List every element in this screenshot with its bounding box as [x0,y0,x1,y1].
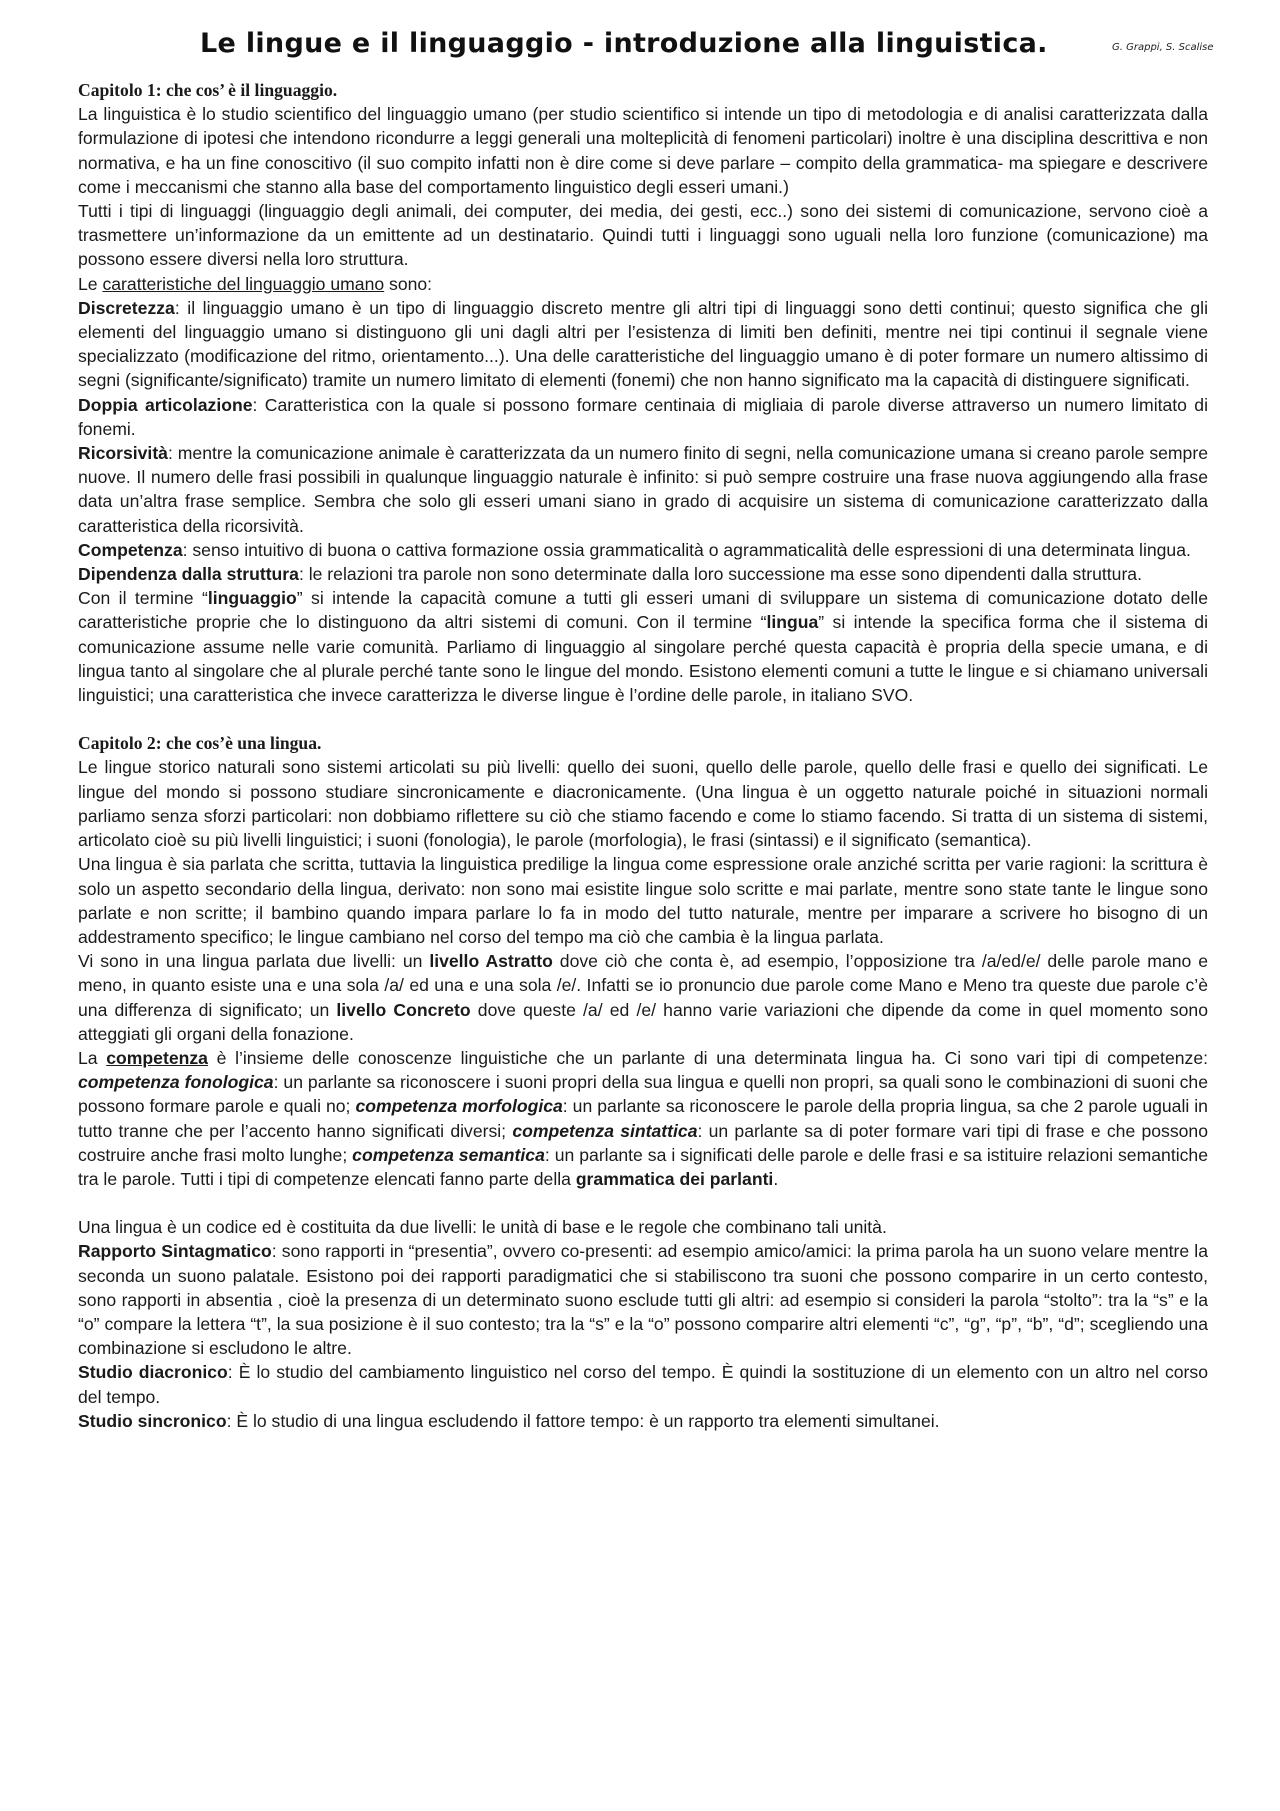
term: competenza fonologica [78,1072,274,1093]
underlined-term: caratteristiche del linguaggio umano [102,273,385,294]
term: Competenza [78,539,183,560]
definition-text: : le relazioni tra parole non sono determinate dalla loro successione ma esse sono dipendenti dalla struttura. [298,564,1142,585]
text: . [773,1168,779,1189]
term: livello Astratto [429,951,553,972]
definition [78,1239,1208,1360]
term: Discretezza [78,297,175,318]
spacer [78,707,1208,731]
paragraph [78,949,1208,1046]
term: competenza [106,1047,208,1068]
term: livello Concreto [336,999,471,1020]
page-header [0,28,1280,72]
paragraph: Una lingua è sia parlata che scritta, tuttavia la linguistica predilige la lingua come espressione orale anziché scritta per varie ragioni: la scrittura è solo un aspetto secondario della lingua, derivato: non sono mai esistite lingue solo scritte e mai parlate, mentre sono state tante le lingue sono parlate e non scritte; il bambino quando impara parlare lo fa in modo del tutto naturale, mentre per imparare a scrivere ho bisogno di un addestramento specifico; le lingue cambiano nel corso del tempo ma ciò che cambia è la lingua parlata. [78,854,1208,947]
term: grammatica dei parlanti [575,1168,774,1189]
text: dove queste /a/ ed /e/ hanno varie variazioni che dipende da come in quel momento sono atteggiati gli organi della fonazione. [78,999,1208,1044]
term: Rapporto Sintagmatico [78,1241,272,1262]
text: La [78,1047,107,1068]
definition [78,393,1208,441]
paragraph: Una lingua è un codice ed è costituita da due livelli: le unità di base e le regole che combinano tali unità. [78,1217,887,1238]
document-title: Le lingue e il linguaggio - introduzione alla linguistica. [200,28,1048,59]
text: : un parlante sa riconoscere i suoni propri della sua lingua e quelli non propri, sa quali sono le combinazioni di suoni che possono formare parole e quali no; [78,1072,1208,1117]
text: Le [78,273,103,294]
term: Ricorsività [78,443,168,464]
paragraph [78,586,1208,707]
definition [78,1360,1208,1408]
definition [78,538,1208,562]
text: è l’insieme delle conoscenze linguistiche che un parlante di una determinata lingua ha. Ci sono vari tipi di competenze: [207,1047,1208,1068]
text: Vi sono in una lingua parlata due livelli: un [78,951,430,972]
definition [78,1409,1208,1433]
text: dove ciò che conta è, ad esempio, l’opposizione tra /a/ed/e/ delle parole mano e meno, in quanto esiste una e una sola /a/ ed una e una sola /e/. Infatti se io pronuncio due parole come Mano e Meno tra queste due parole c’è una differenza di significato; un [78,951,1208,1020]
term: linguaggio [207,588,297,609]
chapter-1-title: Capitolo 1: che cos’ è il linguaggio. [78,80,338,100]
paragraph [78,272,1208,296]
document-body [78,78,1208,1433]
text: : un parlante sa di poter formare vari tipi di frase e che possono costruire anche frasi molto lunghe; [78,1120,1208,1165]
term: competenza sintattica [512,1120,698,1141]
term: Dipendenza dalla struttura [78,564,299,585]
text: : un parlante sa riconoscere le parole della propria lingua, sa che 2 parole uguali in tutto tranne che per l’accento hanno significati diversi; [78,1096,1208,1141]
definition-text: : sono rapporti in “presentia”, ovvero co-presenti: ad esempio amico/amici: la prima parola ha un suono velare mentre la seconda un suono palatale. Esistono poi dei rapporti paradigmatici che si stabiliscono tra suoni che possono comparire in un certo contesto, sono rapporti in absentia , cioè la presenza di un determinato suono esclude tutti gli altri: ad esempio si consideri la parola “stolto”: tra la “s” e la “o” compare la lettera “t”, la sua posizione è il suo contesto; tra la “s” e la “o” possono comparire altri elementi “c”, “g”, “p”, “b”, “d”; scegliendo una combinazione si escludono le altre. [78,1241,1208,1359]
document-authors: G. Grappi, S. Scalise [1112,42,1214,53]
text: ” si intende la specifica forma che il sistema di comunicazione assume nelle varie comunità. Parliamo di linguaggio al singolare perché questa capacità è propria della specie umana, e di lingua tanto al singolare che al plurale perché tante sono le lingue del mondo. Esistono elementi comuni a tutte le lingue e si chiamano universali linguistici; una caratteristica che invece caratterizza le diverse lingue è l’ordine delle parole, in italiano SVO. [78,612,1208,706]
definition-text: : il linguaggio umano è un tipo di linguaggio discreto mentre gli altri tipi di linguaggi sono detti continui; questo significa che gli elementi del linguaggio umano si distinguono gli uni dagli altri per l’esistenza di limiti ben definiti, mentre nei tipi continui il segnale viene specializzato (modificazione del ritmo, orientamento...). Una delle caratteristiche del linguaggio umano è di poter formare un numero altissimo di segni (significante/significato) tramite un numero limitato di elementi (fonemi) che non hanno significato ma la capacità di distinguere significati. [78,297,1208,391]
text: ” si intende la capacità comune a tutti gli esseri umani di sviluppare un sistema di comunicazione dotato delle caratteristiche proprie che lo distinguono da altri sistemi di comuni. Con il termine “ [78,588,1208,633]
definition [78,441,1208,538]
definition-text: : È lo studio di una lingua escludendo il fattore tempo: è un rapporto tra elementi simultanei. [226,1410,940,1431]
text: Con il termine “ [78,588,208,609]
term: Studio sincronico [78,1410,227,1431]
definition [78,562,1208,586]
definition-text: : mentre la comunicazione animale è caratterizzata da un numero finito di segni, nella comunicazione umana si creano parole sempre nuove. Il numero delle frasi possibili in qualunque linguaggio naturale è infinito: si può sempre costruire una frase nuova aggiungendo alla frase data un’altra frase semplice. Sembra che solo gli esseri umani siano in grado di acquisire un sistema di comunicazione caratterizzato dalla caratteristica della ricorsività. [78,443,1208,536]
definition-text: : È lo studio del cambiamento linguistico nel corso del tempo. È quindi la sostituzione di un elemento con un altro nel corso del tempo. [78,1362,1208,1407]
paragraph [78,1046,1208,1191]
definition-text: : Caratteristica con la quale si possono formare centinaia di migliaia di parole diverse attraverso un numero limitato di fonemi. [78,394,1208,439]
definition-text: : senso intuitivo di buona o cattiva formazione ossia grammaticalità o agrammaticalità delle espressioni di una determinata lingua. [182,539,1191,560]
paragraph: Le lingue storico naturali sono sistemi articolati su più livelli: quello dei suoni, quello delle parole, quello delle frasi e quello dei significati. Le lingue del mondo si possono studiare sincronicamente e diacronicamente. (Una lingua è un oggetto naturale poiché in situazioni normali parliamo senza sforzi particolari: non dobbiamo riflettere su ciò che stiamo facendo e come lo stiamo facendo. Si tratta di un sistema di sistemi, articolato cioè su più livelli linguistici; i suoni (fonologia), le parole (morfologia), le frasi (sintassi) e il significato (semantica). [78,757,1208,851]
text: : un parlante sa i significati delle parole e delle frasi e sa istituire relazioni semantiche tra le parole. Tutti i tipi di competenze elencati fanno parte della [78,1144,1208,1189]
chapter-2-title: Capitolo 2: che cos’è una lingua. [78,733,322,754]
text: sono: [384,273,433,294]
term: competenza morfologica [355,1096,563,1117]
spacer [78,1191,1208,1215]
paragraph: La linguistica è lo studio scientifico del linguaggio umano (per studio scientifico si intende un tipo di metodologia e di analisi caratterizzata dalla formulazione di ipotesi che intendono ricondurre a leggi generali una molteplicità di fenomeni particolari) inoltre è una disciplina descrittiva e non normativa, e ha un fine conoscitivo (il suo compito infatti non è dire come si deve parlare – compito della grammatica- ma spiegare e descrivere come i meccanismi che stanno alla base del comportamento linguistico degli esseri umani.) [78,104,1208,197]
term: competenza semantica [352,1144,545,1165]
paragraph: Tutti i tipi di linguaggi (linguaggio degli animali, dei computer, dei media, dei gesti, ecc..) sono dei sistemi di comunicazione, servono cioè a trasmettere un’informazione da un emittente ad un destinatario. Quindi tutti i linguaggi sono uguali nella loro funzione (comunicazione) ma possono essere diversi nella loro struttura. [78,201,1208,270]
term: Doppia articolazione [78,394,253,415]
definition [78,296,1208,393]
term: Studio diacronico [78,1362,228,1383]
term: lingua [766,612,819,633]
